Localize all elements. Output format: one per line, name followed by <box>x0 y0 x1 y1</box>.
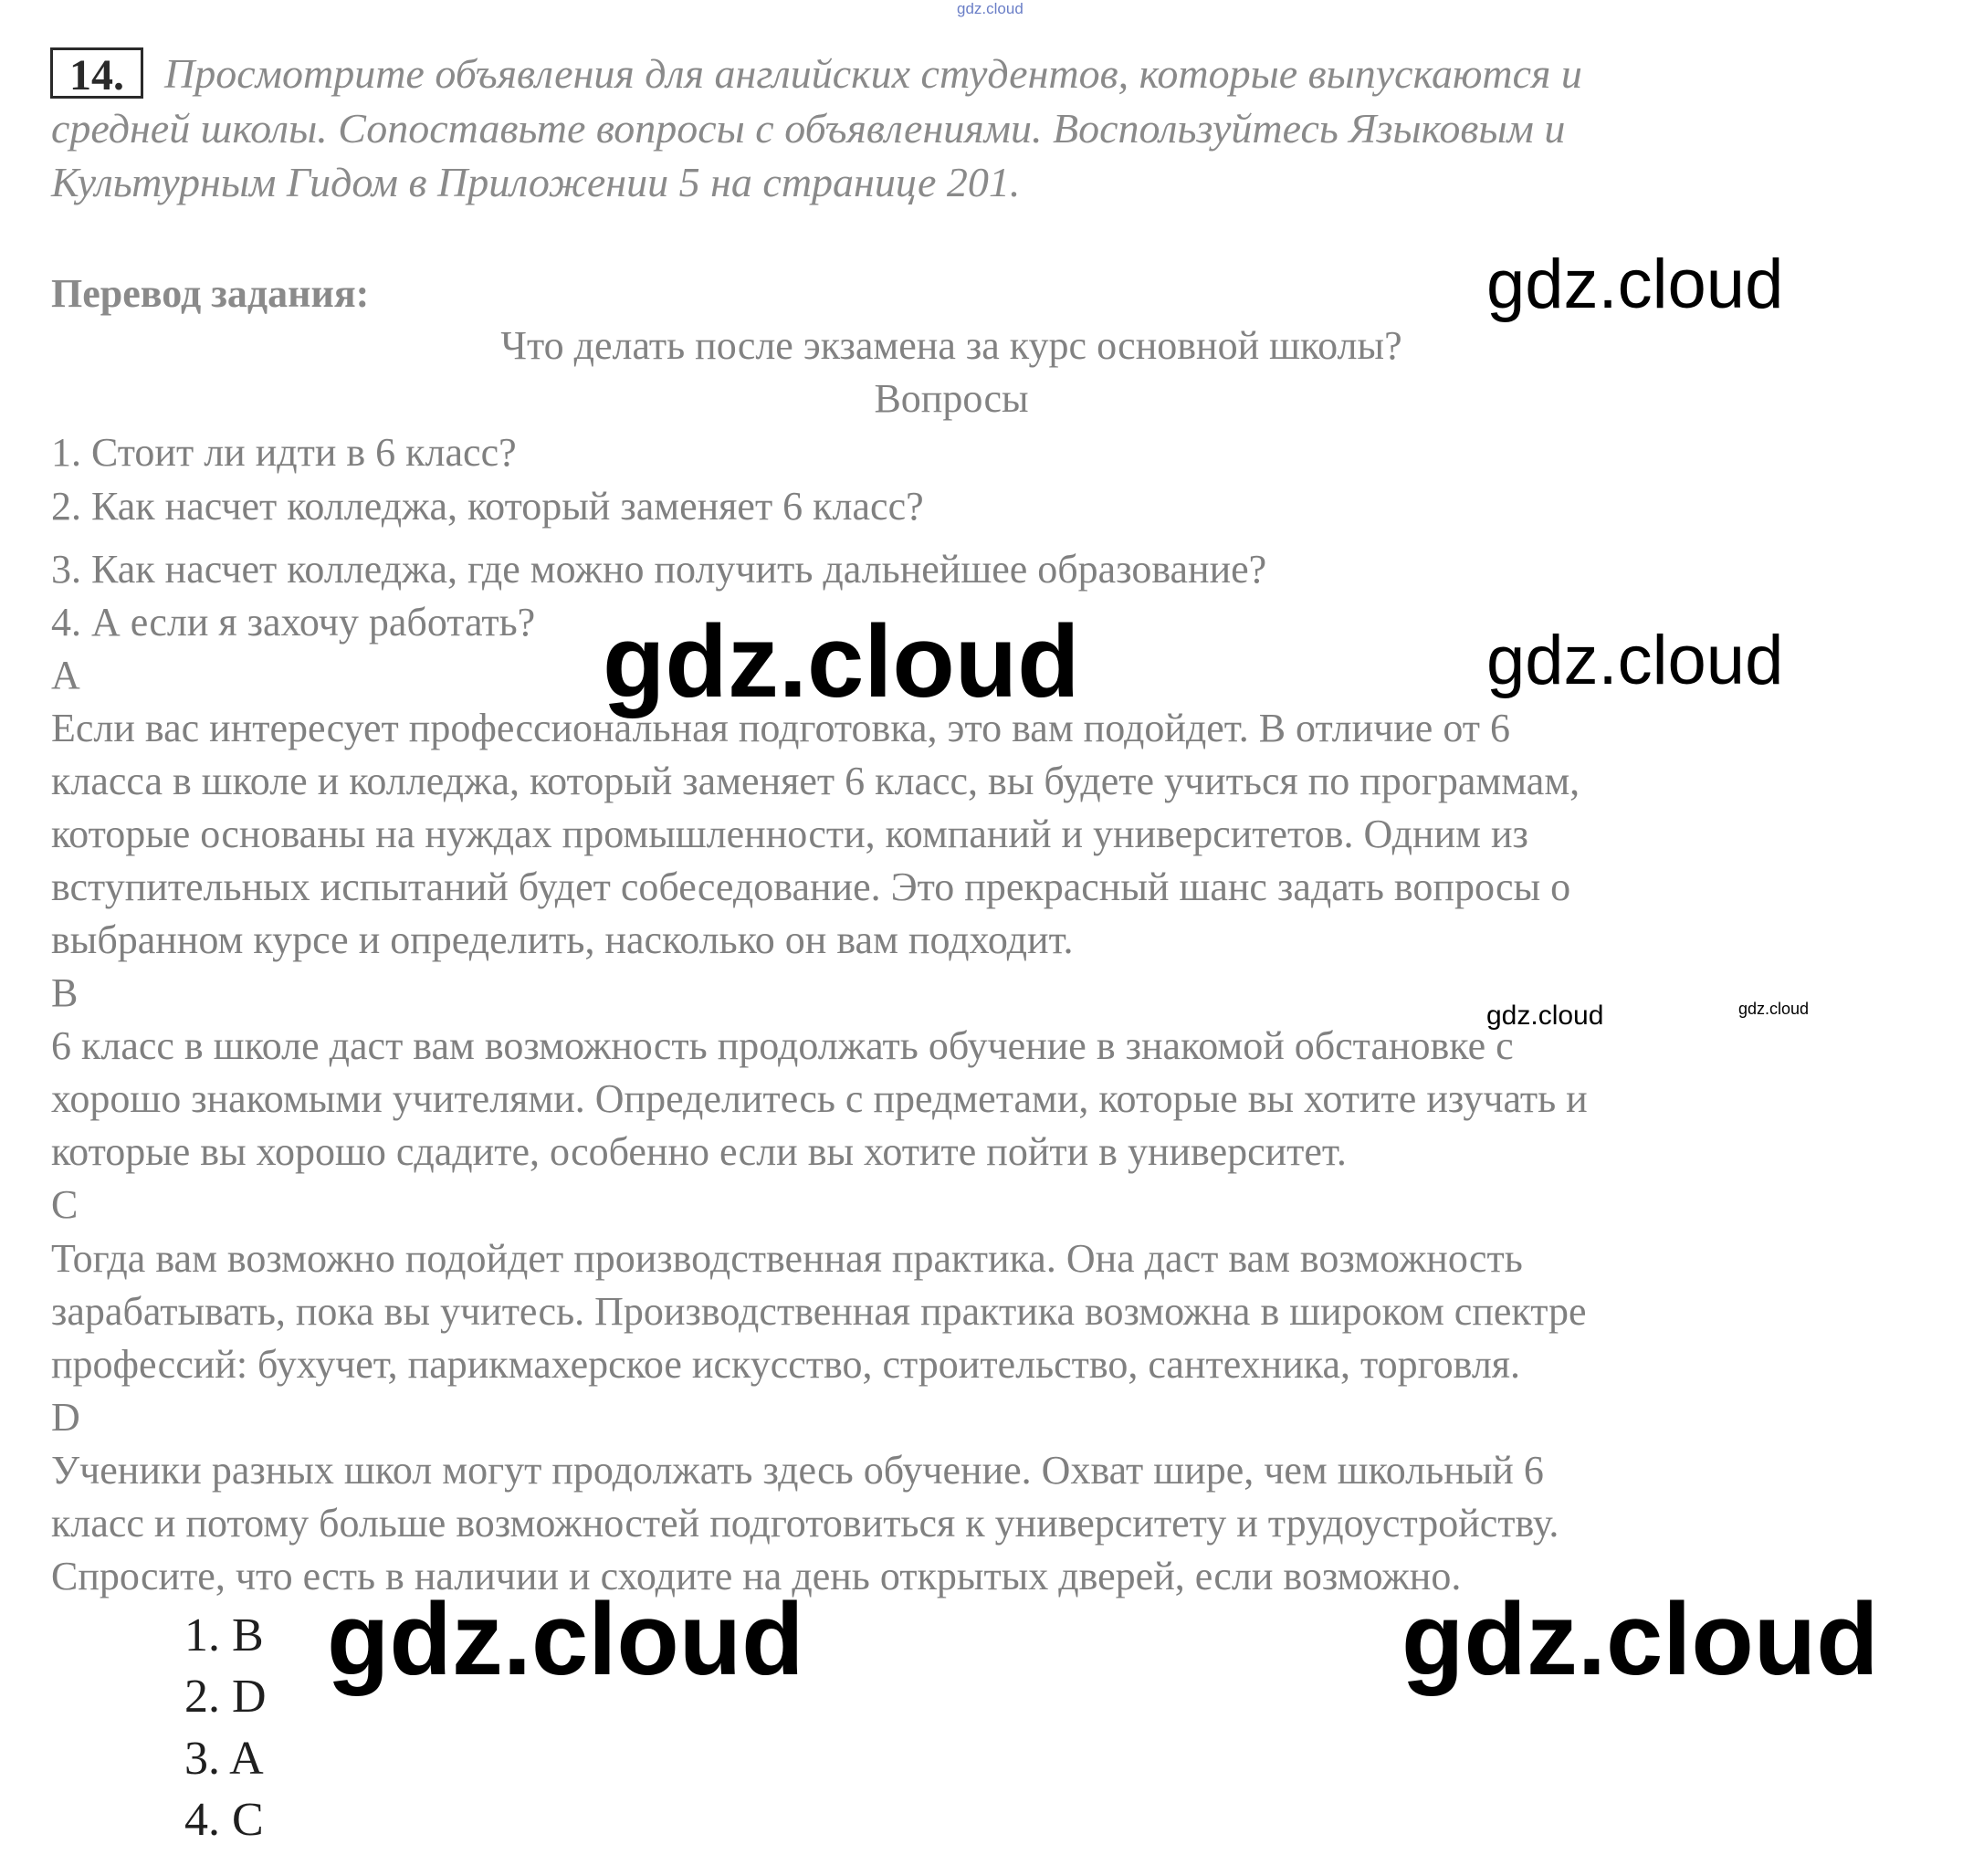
questions-heading: Вопросы <box>874 376 1029 421</box>
section-c-line-1: Тогда вам возможно подойдет производственная практика. Она даст вам возможность <box>51 1236 1523 1281</box>
watermark-1: gdz.cloud <box>1486 246 1784 323</box>
watermark-4: gdz.cloud <box>1486 1001 1604 1031</box>
section-d-line-1: Ученики разных школ могут продолжать здесь обучение. Охват шире, чем школьный 6 <box>51 1448 1544 1493</box>
translation-heading: Перевод задания: <box>51 271 370 316</box>
section-c-line-2: зарабатывать, пока вы учитесь. Производственная практика возможна в широком спектре <box>51 1289 1587 1334</box>
question-2: 2. Как насчет колледжа, который заменяет 6 класс? <box>51 484 924 529</box>
answer-4: 4. C <box>184 1794 264 1846</box>
answer-3: 3. A <box>184 1733 264 1785</box>
section-a-letter: A <box>51 653 80 697</box>
watermark-6: gdz.cloud <box>327 1582 804 1696</box>
section-c-line-3: профессий: бухучет, парикмахерское искусство, строительство, сантехника, торговля. <box>51 1342 1521 1387</box>
section-a-line-2: класса в школе и колледжа, который заменяет 6 класс, вы будете учиться по программам, <box>51 759 1580 803</box>
task-line-1: Просмотрите объявления для английских студентов, которые выпускаются и <box>164 50 1582 97</box>
task-line-3: Культурным Гидом в Приложении 5 на странице 201. <box>51 159 1021 205</box>
answer-1: 1. B <box>184 1609 264 1661</box>
watermark-2: gdz.cloud <box>603 604 1080 718</box>
watermark-3: gdz.cloud <box>1486 622 1784 699</box>
watermark-top: gdz.cloud <box>957 0 1023 17</box>
section-a-line-5: выбранном курсе и определить, насколько он вам подходит. <box>51 917 1074 962</box>
section-d-letter: D <box>51 1395 80 1440</box>
section-a-line-1: Если вас интересует профессиональная подготовка, это вам подойдет. В отличие от 6 <box>51 706 1510 750</box>
question-3: 3. Как насчет колледжа, где можно получить дальнейшее образование? <box>51 547 1267 592</box>
answer-2: 2. D <box>184 1671 267 1723</box>
section-b-line-1: 6 класс в школе даст вам возможность продолжать обучение в знакомой обстановке с <box>51 1023 1514 1068</box>
section-b-line-2: хорошо знакомыми учителями. Определитесь с предметами, которые вы хотите изучать и <box>51 1076 1588 1121</box>
section-a-line-3: которые основаны на нуждах промышленности, компаний и университетов. Одним из <box>51 812 1528 856</box>
task-line-2: средней школы. Сопоставьте вопросы с объявлениями. Воспользуйтесь Языковым и <box>51 105 1566 152</box>
section-d-line-3: Спросите, что есть в наличии и сходите на день открытых дверей, если возможно. <box>51 1554 1462 1598</box>
section-a-line-4: вступительных испытаний будет собеседование. Это прекрасный шанс задать вопросы о <box>51 865 1571 909</box>
section-b-letter: B <box>51 970 79 1015</box>
section-b-line-3: которые вы хорошо сдадите, особенно если вы хотите пойти в университет. <box>51 1129 1347 1174</box>
section-d-line-2: класс и потому больше возможностей подготовиться к университету и трудоустройству. <box>51 1501 1559 1546</box>
question-4: 4. А если я захочу работать? <box>51 600 536 645</box>
section-c-letter: C <box>51 1182 79 1227</box>
watermark-7: gdz.cloud <box>1401 1582 1879 1696</box>
question-1: 1. Стоит ли идти в 6 класс? <box>51 430 517 475</box>
watermark-5: gdz.cloud <box>1738 1000 1810 1018</box>
task-number: 14. <box>50 47 143 99</box>
subtitle: Что делать после экзамена за курс основной школы? <box>500 323 1402 368</box>
